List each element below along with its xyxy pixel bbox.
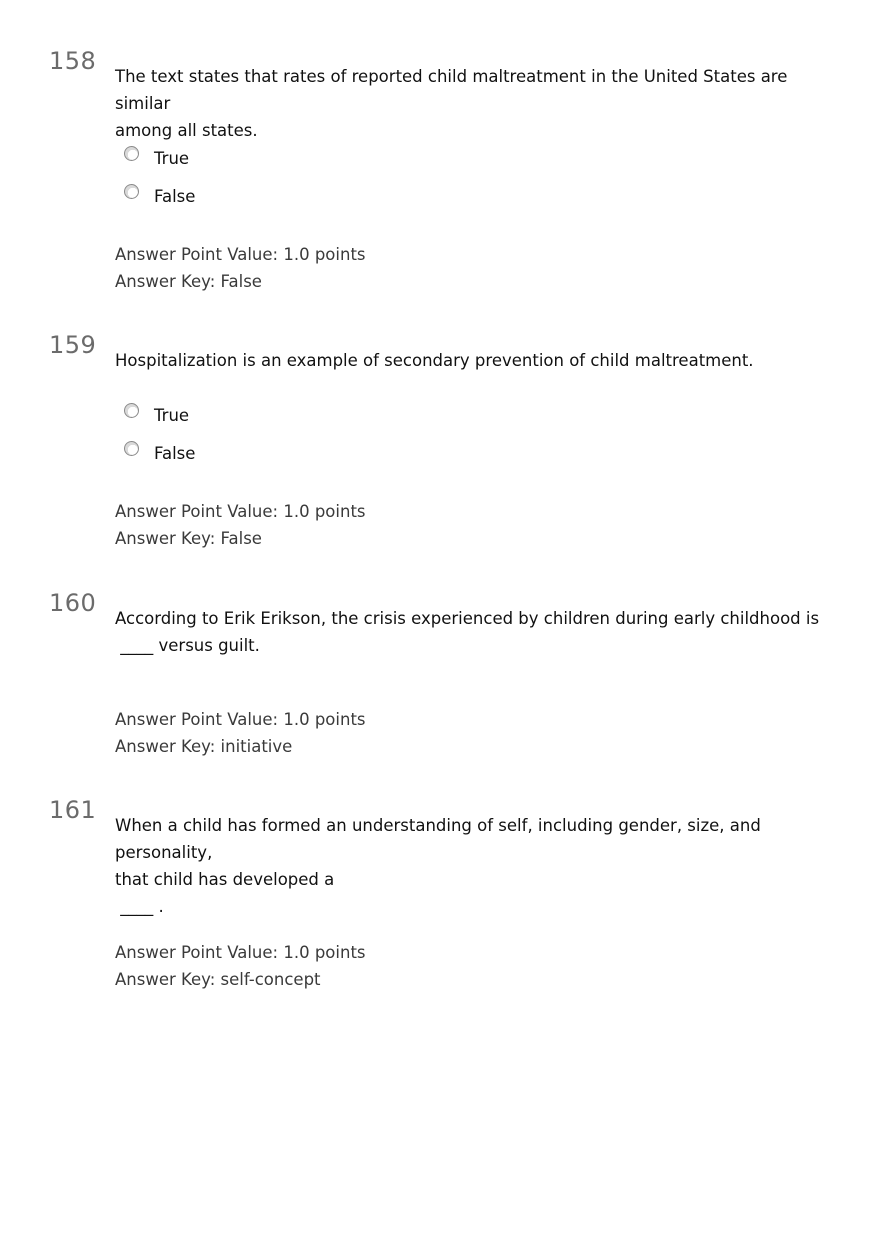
option-label: False <box>154 186 196 206</box>
answer-point-value: Answer Point Value: 1.0 points <box>115 245 366 264</box>
radio-button[interactable] <box>124 184 139 199</box>
question-number: 160 <box>49 589 97 617</box>
question-text <box>115 63 835 144</box>
question-text <box>115 347 835 374</box>
question-number: 158 <box>49 47 97 75</box>
answer-key: Answer Key: self-concept <box>115 970 321 989</box>
question-text <box>115 812 835 920</box>
option-label: True <box>154 148 190 168</box>
answer-info <box>115 241 366 295</box>
answer-point-value: Answer Point Value: 1.0 points <box>115 710 366 729</box>
option-true[interactable] <box>124 404 189 426</box>
question-text-line: that child has developed a <box>115 870 335 889</box>
option-label: False <box>154 443 196 463</box>
option-label: True <box>154 405 190 425</box>
answer-point-value: Answer Point Value: 1.0 points <box>115 943 366 962</box>
answer-key: Answer Key: initiative <box>115 737 293 756</box>
option-true[interactable] <box>124 147 189 169</box>
answer-info <box>115 939 366 993</box>
option-false[interactable] <box>124 442 195 464</box>
radio-button[interactable] <box>124 441 139 456</box>
answer-info <box>115 706 366 760</box>
question-text-line: When a child has formed an understanding of self, including gender, size, and personality, <box>115 816 761 862</box>
question-text-line: ____ versus guilt. <box>115 636 260 655</box>
question-text-line: Hospitalization is an example of secondary prevention of child maltreatment. <box>115 351 754 370</box>
question-text-line: According to Erik Erikson, the crisis experienced by children during early childhood is <box>115 609 820 628</box>
question-number: 159 <box>49 331 97 359</box>
radio-button[interactable] <box>124 146 139 161</box>
answer-point-value: Answer Point Value: 1.0 points <box>115 502 366 521</box>
question-text-line: ____ . <box>115 897 164 916</box>
question-text-line: among all states. <box>115 121 258 140</box>
question-text <box>115 605 835 659</box>
answer-key: Answer Key: False <box>115 272 262 291</box>
question-number: 161 <box>49 796 97 824</box>
option-false[interactable] <box>124 185 195 207</box>
radio-button[interactable] <box>124 403 139 418</box>
question-text-line: The text states that rates of reported child maltreatment in the United States are similar <box>115 67 788 113</box>
answer-key: Answer Key: False <box>115 529 262 548</box>
answer-info <box>115 498 366 552</box>
